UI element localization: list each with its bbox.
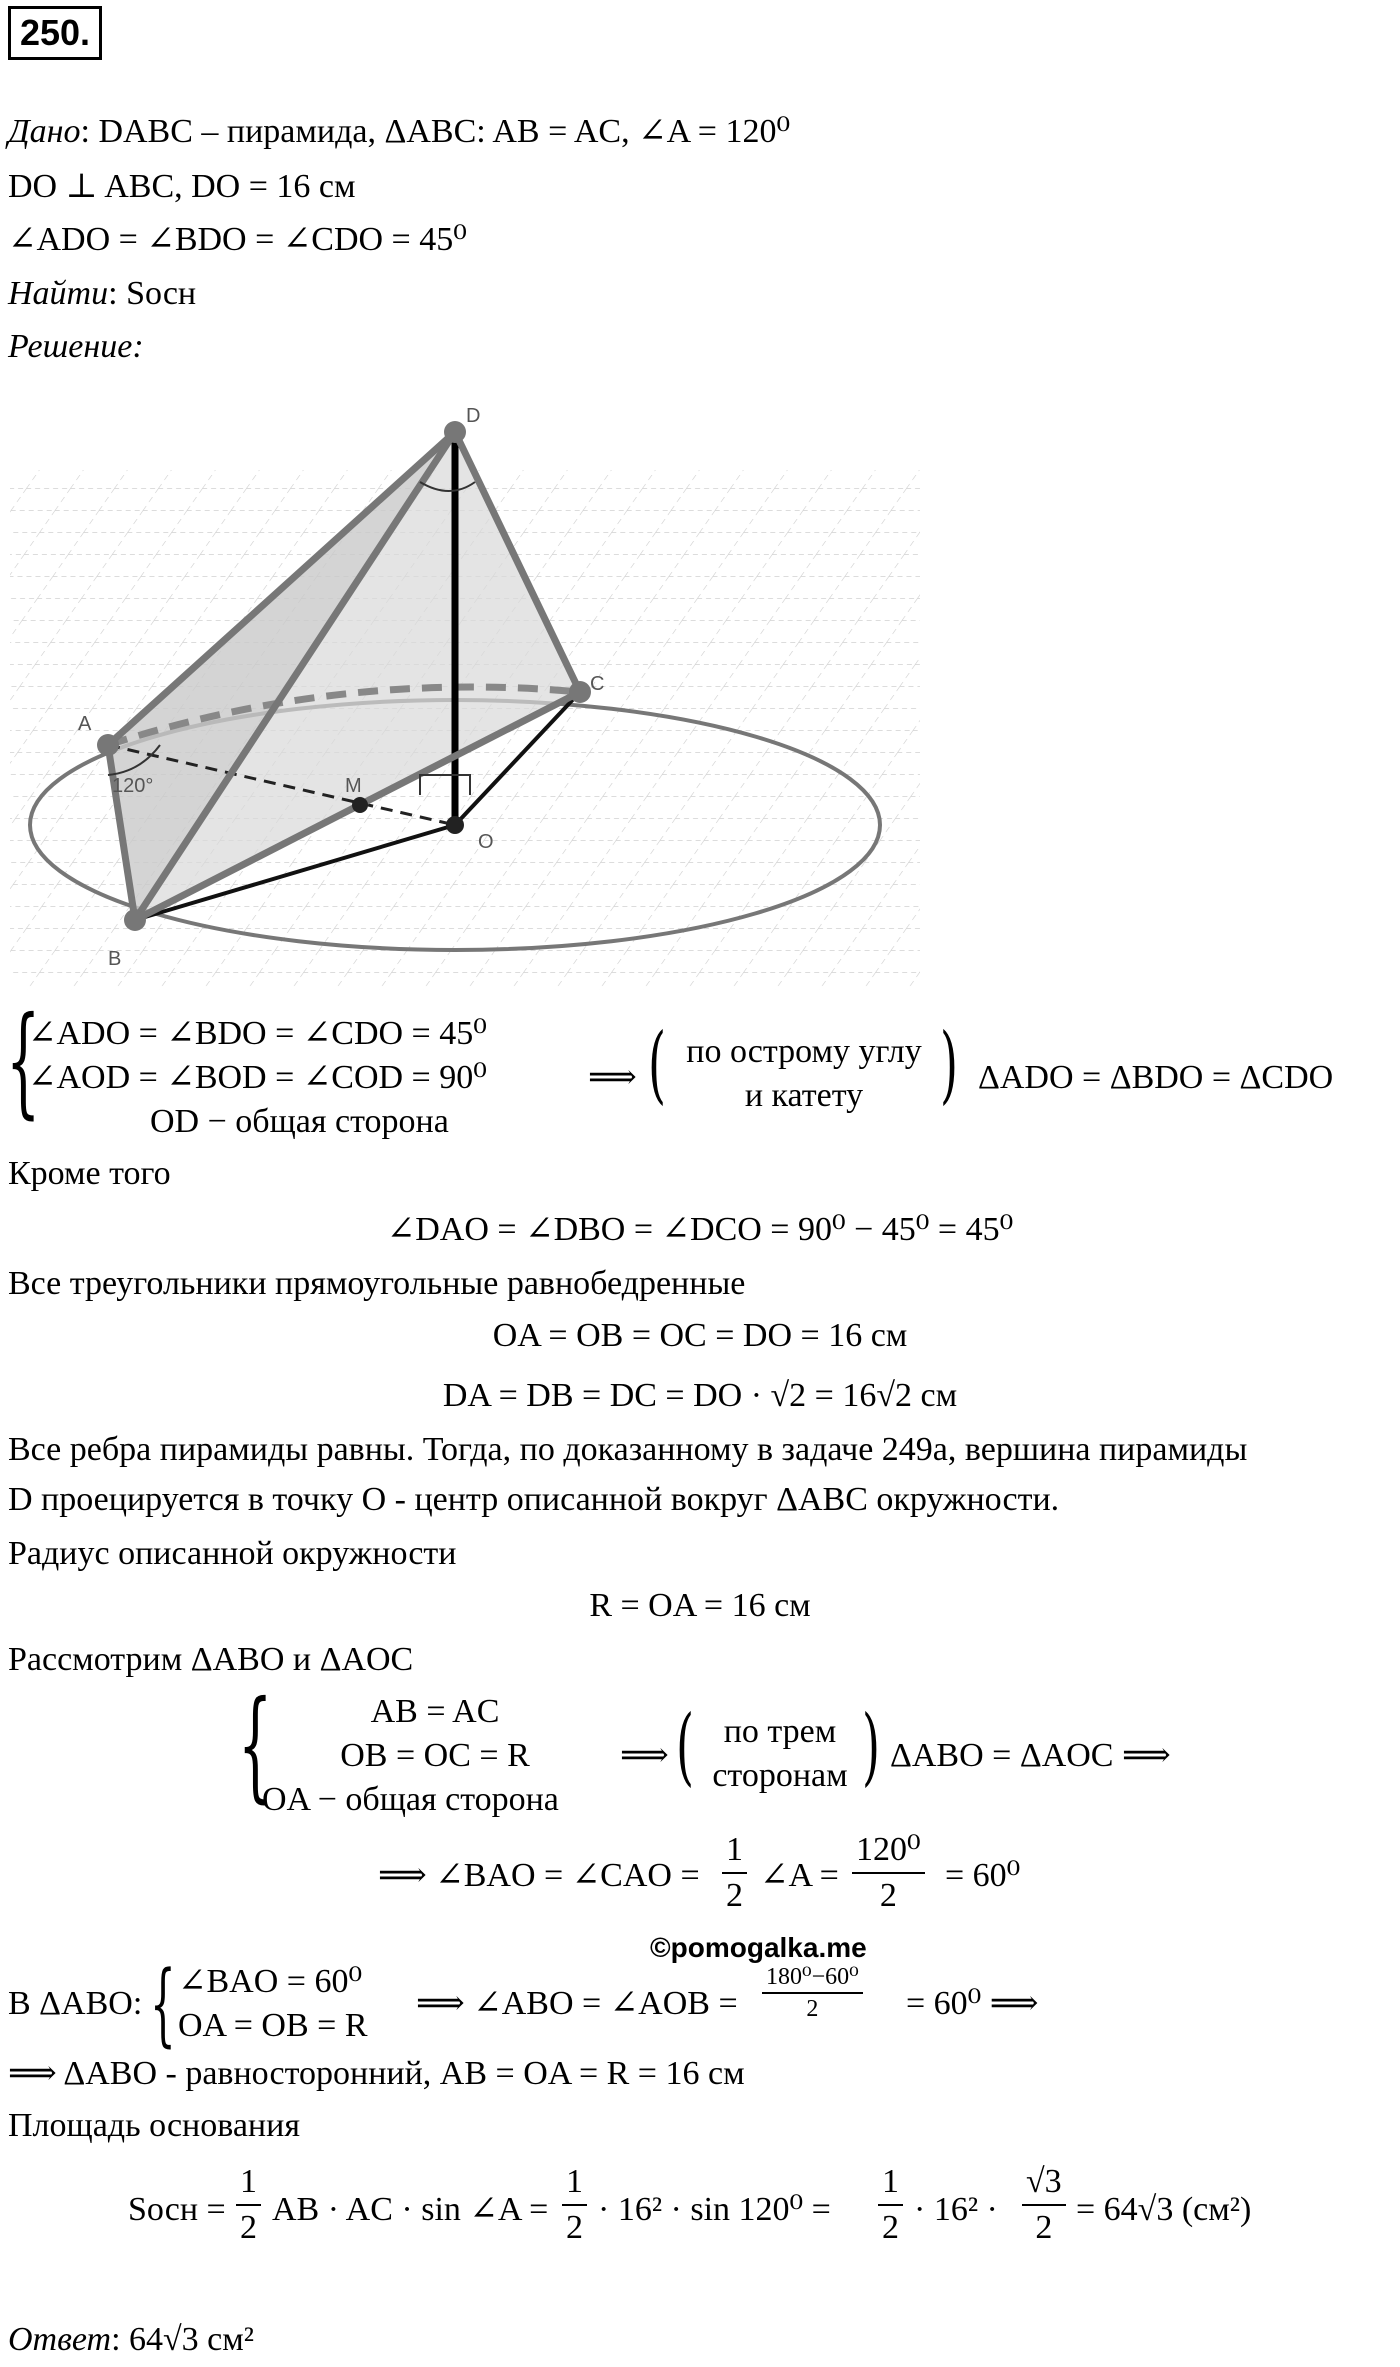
system2-paren-left: ( xyxy=(676,1697,695,1795)
pyramid-figure xyxy=(0,400,940,1000)
point-o xyxy=(446,816,464,834)
eq-bao-right: = 60⁰ xyxy=(945,1857,1021,1894)
label-b: B xyxy=(108,948,122,970)
find-value: Sосн xyxy=(126,275,197,312)
eq-bao-frac-1: $\frac{1}{2}$ xyxy=(722,1828,747,1918)
equilateral-line: ⟹ ΔABO - равносторонний, AB = OA = R = 16 см xyxy=(8,2055,745,2092)
answer-value: 64√3 см² xyxy=(129,2321,254,2358)
eq-bao-frac-2: $\frac{\text{120⁰}}{2}$ xyxy=(852,1828,925,1918)
solution-label: Решение: xyxy=(8,328,144,365)
point-a xyxy=(97,734,119,756)
problem-number: 250. xyxy=(8,6,102,60)
system1-row-1: ∠ADO = ∠BDO = ∠CDO = 45⁰ xyxy=(28,1015,487,1052)
in-abo-row-1: ∠BAO = 60⁰ xyxy=(178,1963,363,2000)
eq-da: DA = DB = DC = DO · √2 = 16√2 см xyxy=(442,1377,958,1414)
area-p4: = 64√3 (см²) xyxy=(1076,2191,1252,2228)
system2-result: ΔABO = ΔAOC ⟹ xyxy=(890,1737,1171,1774)
text-area: Площадь основания xyxy=(8,2107,300,2144)
in-abo-mid: ⟹ ∠ABO = ∠AOB = xyxy=(416,1985,738,2022)
label-d: D xyxy=(466,405,481,427)
given-line-2: DO ⊥ ABC, DO = 16 см xyxy=(8,168,356,205)
system2-reason-2: сторонам xyxy=(712,1757,848,1794)
in-abo-frac: $\frac{\text{180⁰−60⁰}}{2}$ xyxy=(762,1962,863,2024)
eq-oa: OA = OB = OC = DO = 16 см xyxy=(492,1317,908,1354)
system1-reason-2: и катету xyxy=(744,1077,864,1114)
system1-row-2: ∠AOD = ∠BOD = ∠COD = 90⁰ xyxy=(28,1059,487,1096)
given-line-1: Дано: DABC – пирамида, ΔABC: AB = AC, ∠A = 120⁰ xyxy=(8,113,791,150)
text-consider: Рассмотрим ΔABO и ΔAOC xyxy=(8,1641,414,1678)
area-frac-2: $\frac{1}{2}$ xyxy=(562,2160,587,2250)
answer-line: Ответ: 64√3 см² xyxy=(8,2321,254,2358)
system2-row-3: OA − общая сторона xyxy=(262,1781,559,1818)
area-p3: · 16² · xyxy=(914,2191,998,2228)
in-abo-right: = 60⁰ ⟹ xyxy=(906,1985,1039,2022)
find-line: Найти: Sосн xyxy=(8,275,197,312)
area-frac-4: $\frac{√3}{2}$ xyxy=(1022,2160,1066,2250)
in-abo-prefix: В ΔABO: xyxy=(8,1985,143,2022)
system1-reason-1: по острому углу xyxy=(686,1033,922,1070)
system1-result: ΔADO = ΔBDO = ΔCDO xyxy=(978,1059,1334,1096)
given-label: Дано xyxy=(8,113,81,150)
point-c xyxy=(569,681,591,703)
system1-implies: ⟹ xyxy=(588,1059,637,1096)
system2-implies: ⟹ xyxy=(620,1737,669,1774)
point-m xyxy=(352,797,368,813)
label-angle: 120° xyxy=(112,775,154,797)
system1-row-3: OD − общая сторона xyxy=(150,1103,449,1140)
label-o: O xyxy=(478,831,494,853)
text-besides: Кроме того xyxy=(8,1155,171,1192)
area-p1: AB · AC · sin ∠A = xyxy=(272,2191,549,2228)
system2-brace: { xyxy=(238,1676,273,1815)
in-abo-row-2: OA = OB = R xyxy=(178,2007,368,2044)
system2-paren-right: ) xyxy=(862,1697,881,1795)
find-label: Найти xyxy=(8,275,109,312)
area-p2: · 16² · sin 120⁰ = xyxy=(598,2191,831,2228)
eq-bao-left: ⟹ ∠BAO = ∠CAO = xyxy=(378,1857,700,1894)
label-c: C xyxy=(590,673,605,695)
given-text-1: DABC – пирамида, ΔABC: AB = AC, ∠A = 120⁰ xyxy=(98,113,791,150)
system1-paren-left: ( xyxy=(648,1015,667,1113)
area-s: Sосн = xyxy=(128,2191,226,2228)
answer-label: Ответ xyxy=(8,2321,112,2358)
given-line-3: ∠ADO = ∠BDO = ∠CDO = 45⁰ xyxy=(8,221,467,258)
system2-row-1: AB = AC xyxy=(370,1693,500,1730)
in-abo-brace: { xyxy=(150,1952,176,2057)
system2-row-2: OB = OC = R xyxy=(340,1737,530,1774)
text-edges-1: Все ребра пирамиды равны. Тогда, по доказанному в задаче 249а, вершина пирамиды xyxy=(8,1431,1248,1468)
area-frac-3: $\frac{1}{2}$ xyxy=(878,2160,903,2250)
system1-paren-right: ) xyxy=(940,1015,959,1113)
label-m: M xyxy=(345,775,362,797)
text-radius: Радиус описанной окружности xyxy=(8,1535,457,1572)
system2-reason-1: по трем xyxy=(723,1713,837,1750)
system1-brace: { xyxy=(6,992,41,1131)
text-all-triangles: Все треугольники прямоугольные равнобедренные xyxy=(8,1265,746,1302)
label-a: A xyxy=(78,713,92,735)
eq-angles: ∠DAO = ∠DBO = ∠DCO = 90⁰ − 45⁰ = 45⁰ xyxy=(386,1211,1014,1248)
point-d xyxy=(444,421,466,443)
area-frac-1: $\frac{1}{2}$ xyxy=(236,2160,261,2250)
watermark: ©pomogalka.me xyxy=(650,1932,867,1963)
eq-bao-mid: ∠A = xyxy=(760,1857,839,1894)
point-b xyxy=(124,909,146,931)
text-edges-2: D проецируется в точку O - центр описанной вокруг ΔABC окружности. xyxy=(8,1481,1060,1518)
eq-radius: R = OA = 16 см xyxy=(589,1587,811,1624)
